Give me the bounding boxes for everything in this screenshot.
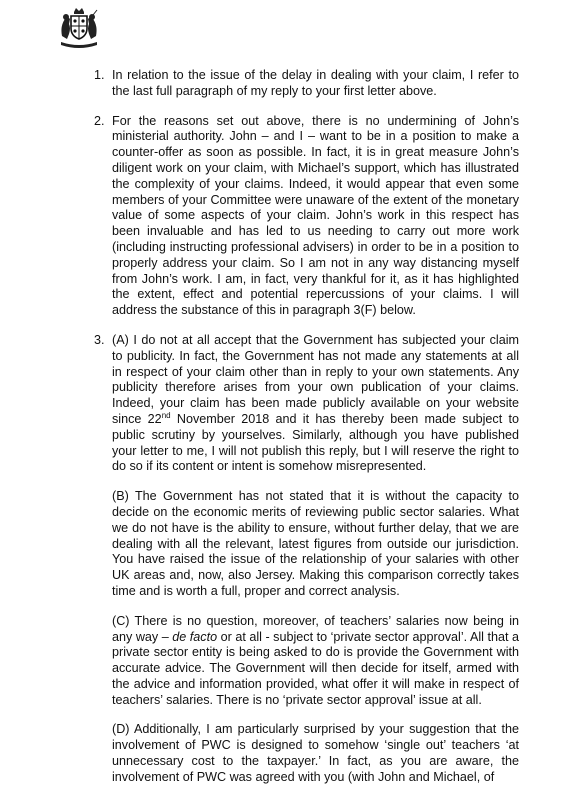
subparagraph-c-text-cont: or at all - subject to ‘private sector approval’. All that a private sector entity is being asked to do is provide the Government with accurate advice. The Government will then decide for itself, armed with the advice and information provided, what offer it will make in respect of teachers’ salaries. There is no ‘private sector approval’ issue at all. xyxy=(112,629,520,707)
italic-phrase: de facto xyxy=(172,629,218,644)
paragraph-number: 1. xyxy=(94,68,105,82)
paragraph-text: In relation to the issue of the delay in dealing with your claim, I refer to the last full paragraph of my reply to your first letter above. xyxy=(112,68,519,98)
subparagraph-d: (D) Additionally, I am particularly surprised by your suggestion that the involvement of PWC is designed to somehow ‘single out’ teachers ‘at unnecessary cost to the taxpayer.’ In fact, as you are aware, the involvement of PWC was agreed with you (with John and Michael, of xyxy=(112,722,519,784)
subparagraph-c-text: (C) There is no question, moreover, of teachers’ salaries now being in any way – xyxy=(112,613,519,644)
subparagraph-a xyxy=(112,333,519,475)
ordinal-suffix: nd xyxy=(161,410,171,420)
paragraph-3 xyxy=(84,333,519,786)
paragraph-number: 2. xyxy=(94,113,105,128)
paragraph-number: 3. xyxy=(94,332,105,347)
paragraph-1 xyxy=(84,68,519,100)
subparagraph-c xyxy=(112,614,519,709)
numbered-paragraphs xyxy=(84,68,519,786)
royal-crest-icon xyxy=(56,6,102,50)
subparagraph-a-text-cont: November 2018 and it has thereby been made subject to public scrutiny by yourselves. Similarly, although you have published your letter to me, I will not publish this reply, but I will reserve the right to do so if its content or intent is somehow misrepresented. xyxy=(112,411,519,474)
subparagraph-b: (B) The Government has not stated that it is without the capacity to decide on the economic merits of reviewing public sector salaries. What we do not have is the ability to ensure, without further delay, that we are dealing with all the relevant, latest figures from outside our jurisdiction. You have raised the issue of the relationship of your salaries with other UK areas and, now, also Jersey. Making this comparison correctly takes time and is worth a full, proper and correct analysis. xyxy=(112,489,519,598)
subparagraph-a-text: (A) I do not at all accept that the Government has subjected your claim to publicity. In fact, the Government has not made any statements at all in respect of your claim other than in reply to your own statements. Any publicity therefore arises from your own publication of your claims. Indeed, your claim has been made publicly available on your website since 22 xyxy=(112,332,519,426)
paragraph-text: For the reasons set out above, there is no undermining of John’s ministerial authority. John – and I – want to be in a position to make a counter-offer as soon as possible. In fact, it is in great measure John’s diligent work on your claim, with Michael’s support, which has illustrated the complexity of your claims. Indeed, it would appear that even some members of your Committee were unaware of the extent of the monetary value of some aspects of your claim. John’s work in this respect has been invaluable and has led to us needing to carry out more work (including instructing professional advisers) in order to be in a position to properly address your claim. So I am not in any way distancing myself from John’s work. I am, in fact, very thankful for it, as it has highlighted the extent, effect and potential repercussions of your claims. I will address the substance of this in paragraph 3(F) below. xyxy=(112,113,519,318)
paragraph-2 xyxy=(84,114,519,319)
